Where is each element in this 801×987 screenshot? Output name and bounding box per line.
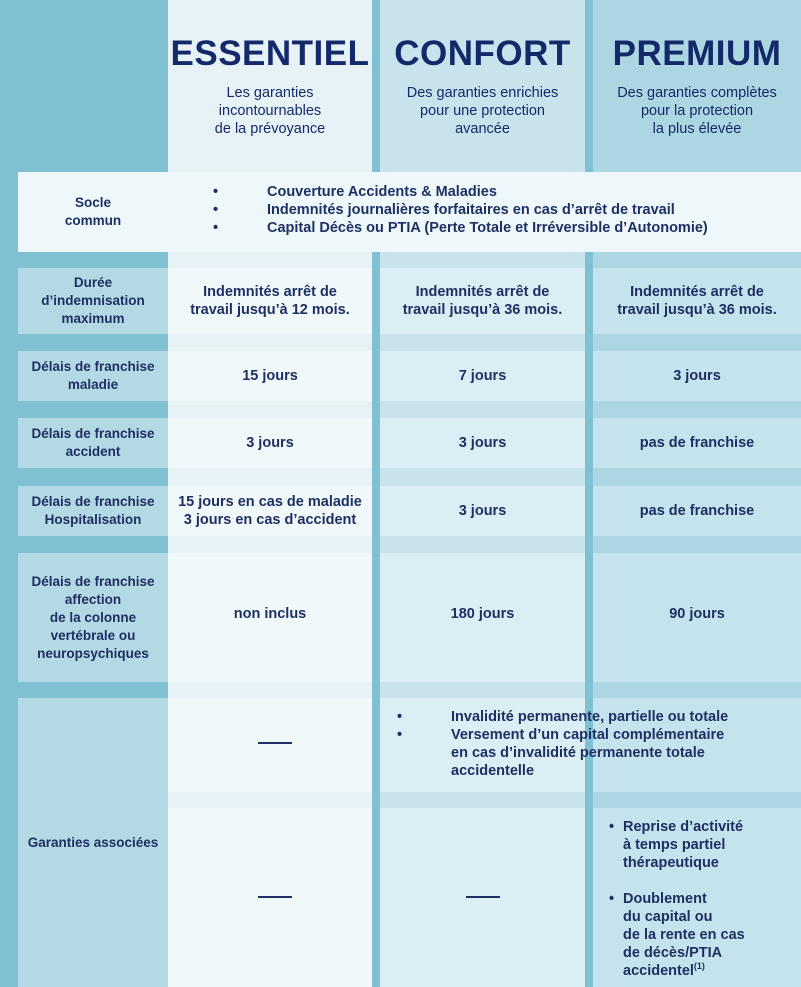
socle-list	[210, 183, 790, 237]
offer-subtitle-confort: Des garanties enrichies pour une protection avancée	[406, 85, 559, 137]
offer-subtitle-premium: Des garanties complètes pour la protection la plus élevée	[617, 85, 777, 137]
cell-accident-confort: 3 jours	[458, 435, 507, 451]
cell-maladie-essentiel: 15 jours	[242, 368, 298, 384]
cell-colonne-premium: 90 jours	[669, 606, 725, 622]
cell-hospitalisation-premium: pas de franchise	[639, 503, 755, 519]
cell-maladie-premium: 3 jours	[673, 368, 721, 384]
cell-hospitalisation-confort: 3 jours	[458, 503, 507, 519]
row-label-franchise-accident: Délais de franchise accident	[31, 426, 155, 459]
not-included-dash-essentiel-2	[258, 896, 292, 898]
list-item: • Invalidité permanente, partielle ou totale	[395, 708, 795, 726]
socle-label: Socle commun	[64, 195, 122, 228]
list-item: • Reprise d’activité à temps partiel thérapeutique	[609, 818, 799, 872]
footnote-mark: (1)	[693, 961, 705, 972]
list-item: • Couverture Accidents & Maladies	[210, 183, 790, 201]
cell-colonne-essentiel: non inclus	[233, 606, 307, 622]
not-included-dash-essentiel-1	[258, 742, 292, 744]
list-item: • Versement d’un capital complémentaire en cas d’invalidité permanente totale accidentelle	[395, 726, 795, 780]
list-item: • Capital Décès ou PTIA (Perte Totale et Irréversible d’Autonomie)	[210, 219, 790, 237]
cell-duree-essentiel: Indemnités arrêt de travail jusqu’à 12 mois.	[190, 284, 350, 318]
premium-guarantees-list	[609, 818, 799, 987]
row-label-franchise-colonne: Délais de franchise affection de la colonne vertébrale ou neuropsychiques	[31, 573, 155, 661]
row-label-duree: Durée d’indemnisation maximum	[41, 275, 145, 326]
row-label-franchise-maladie: Délais de franchise maladie	[31, 359, 155, 392]
cell-maladie-confort: 7 jours	[458, 368, 507, 384]
cell-hospitalisation-essentiel: 15 jours en cas de maladie 3 jours en cas d’accident	[178, 494, 362, 528]
offer-title-confort: CONFORT	[394, 34, 571, 73]
cell-background	[168, 698, 372, 792]
confort-guarantees-list	[395, 708, 795, 780]
offer-subtitle-essentiel: Les garanties incontournables de la prévoyance	[214, 85, 326, 137]
row-label-franchise-hospitalisation: Délais de franchise Hospitalisation	[31, 494, 155, 527]
cell-duree-premium: Indemnités arrêt de travail jusqu’à 36 mois.	[617, 284, 777, 318]
list-item: • Doublement du capital ou de la rente en cas de décès/PTIA accidentel$^{(1)}$	[609, 890, 799, 980]
offer-title-premium: PREMIUM	[612, 34, 782, 73]
offer-title-essentiel: ESSENTIEL	[170, 34, 370, 73]
cell-accident-premium: pas de franchise	[639, 435, 755, 451]
row-label-garanties-associees: Garanties associées	[27, 834, 159, 850]
list-item: • Indemnités journalières forfaitaires en cas d’arrêt de travail	[210, 201, 790, 219]
cell-duree-confort: Indemnités arrêt de travail jusqu’à 36 mois.	[402, 284, 563, 318]
cell-colonne-confort: 180 jours	[450, 606, 515, 622]
not-included-dash-confort	[466, 896, 500, 898]
cell-accident-essentiel: 3 jours	[246, 435, 294, 451]
